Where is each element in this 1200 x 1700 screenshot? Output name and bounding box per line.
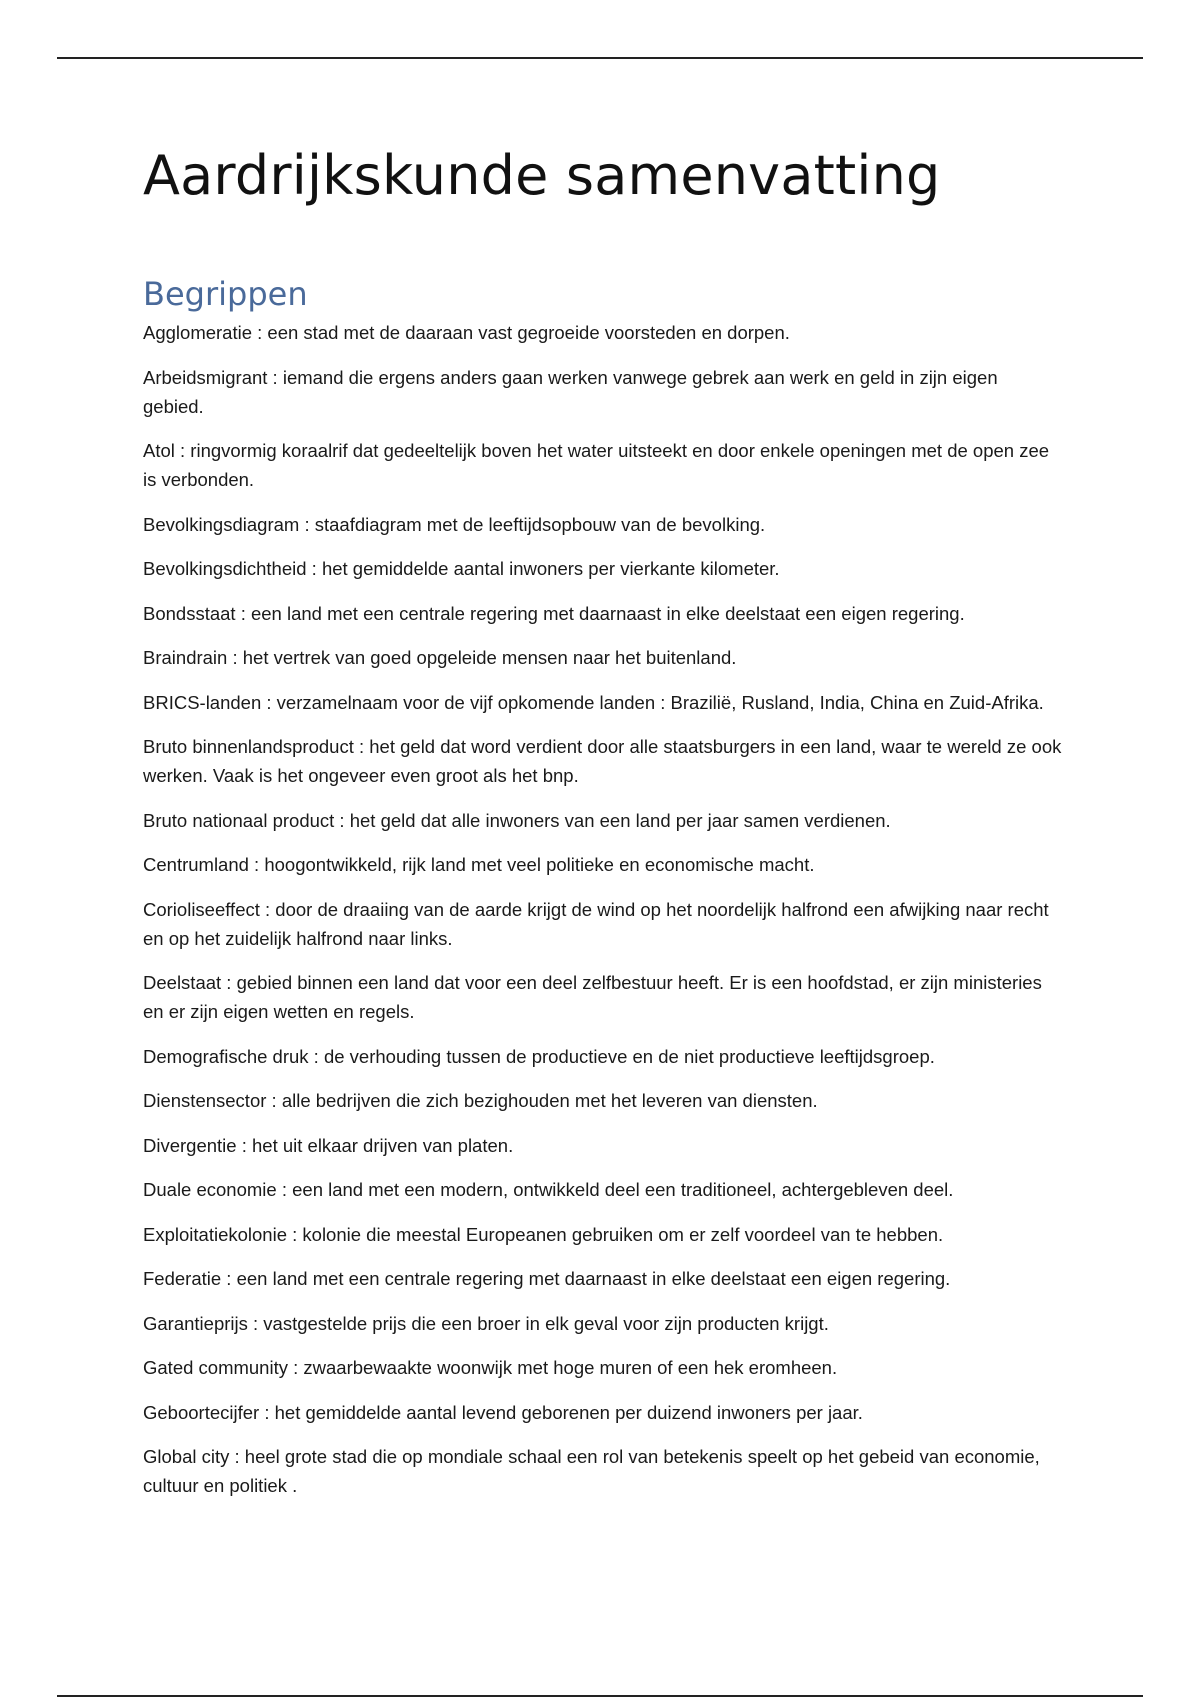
term-item: Bondsstaat : een land met een centrale regering met daarnaast in elke deelstaat een eigen regering. — [143, 602, 965, 624]
term-item: Deelstaat : gebied binnen een land dat voor een deel zelfbestuur heeft. Er is een hoofdstad, er zijn ministeries en er zijn eigen wetten en regels. — [143, 972, 1042, 1022]
term-item: Duale economie : een land met een modern, ontwikkeld deel een traditioneel, achtergebleven deel. — [143, 1179, 954, 1200]
term-item: Braindrain : het vertrek van goed opgeleide mensen naar het buitenland. — [143, 647, 737, 668]
header-rule — [57, 57, 1143, 59]
term-item: Demografische druk : de verhouding tussen de productieve en de niet productieve leeftijdsgroep. — [143, 1045, 935, 1067]
term-item: Agglomeratie : een stad met de daaraan vast gegroeide voorsteden en dorpen. — [143, 322, 790, 343]
term-item: Centrumland : hoogontwikkeld, rijk land met veel politieke en economische macht. — [143, 854, 815, 875]
terms-list — [143, 318, 1063, 1516]
term-item: BRICS-landen : verzamelnaam voor de vijf opkomende landen : Brazilië, Rusland, India, China en Zuid-Afrika. — [143, 691, 1044, 713]
term-item: Bevolkingsdiagram : staafdiagram met de leeftijdsopbouw van de bevolking. — [143, 513, 766, 535]
term-item: Atol : ringvormig koraalrif dat gedeeltelijk boven het water uitsteekt en door enkele openingen met de open zee is verbonden. — [143, 440, 1050, 490]
term-item: Gated community : zwaarbewaakte woonwijk met hoge muren of een hek eromheen. — [143, 1357, 838, 1378]
document-body — [143, 140, 1063, 1496]
section-heading: Begrippen — [143, 275, 308, 313]
term-item: Divergentie : het uit elkaar drijven van platen. — [143, 1134, 514, 1156]
term-item: Arbeidsmigrant : iemand die ergens anders gaan werken vanwege gebrek aan werk en geld in zijn eigen gebied. — [143, 366, 998, 417]
term-item: Bruto binnenlandsproduct : het geld dat word verdient door alle staatsburgers in een land, waar te wereld ze ook werken. Vaak is het ongeveer even groot als het bnp. — [143, 736, 1062, 786]
term-item: Corioliseeffect : door de draaiing van de aarde krijgt de wind op het noordelijk halfrond een afwijking naar recht en op het zuidelijk halfrond naar links. — [143, 898, 1049, 949]
document-title: Aardrijkskunde samenvatting — [143, 144, 941, 207]
term-item: Bruto nationaal product : het geld dat alle inwoners van een land per jaar samen verdienen. — [143, 809, 891, 831]
term-item: Global city : heel grote stad die op mondiale schaal een rol van betekenis speelt op het gebeid van economie, cultuur en politiek . — [143, 1446, 1040, 1496]
term-item: Garantieprijs : vastgestelde prijs die een broer in elk geval voor zijn producten krijgt. — [143, 1312, 829, 1334]
term-item: Geboortecijfer : het gemiddelde aantal levend geborenen per duizend inwoners per jaar. — [143, 1401, 863, 1423]
term-item: Bevolkingsdichtheid : het gemiddelde aantal inwoners per vierkante kilometer. — [143, 558, 780, 579]
term-item: Exploitatiekolonie : kolonie die meestal Europeanen gebruiken om er zelf voordeel van te hebben. — [143, 1223, 944, 1245]
term-item: Dienstensector : alle bedrijven die zich bezighouden met het leveren van diensten. — [143, 1090, 818, 1111]
term-item: Federatie : een land met een centrale regering met daarnaast in elke deelstaat een eigen regering. — [143, 1268, 951, 1289]
footer-rule — [57, 1695, 1143, 1697]
